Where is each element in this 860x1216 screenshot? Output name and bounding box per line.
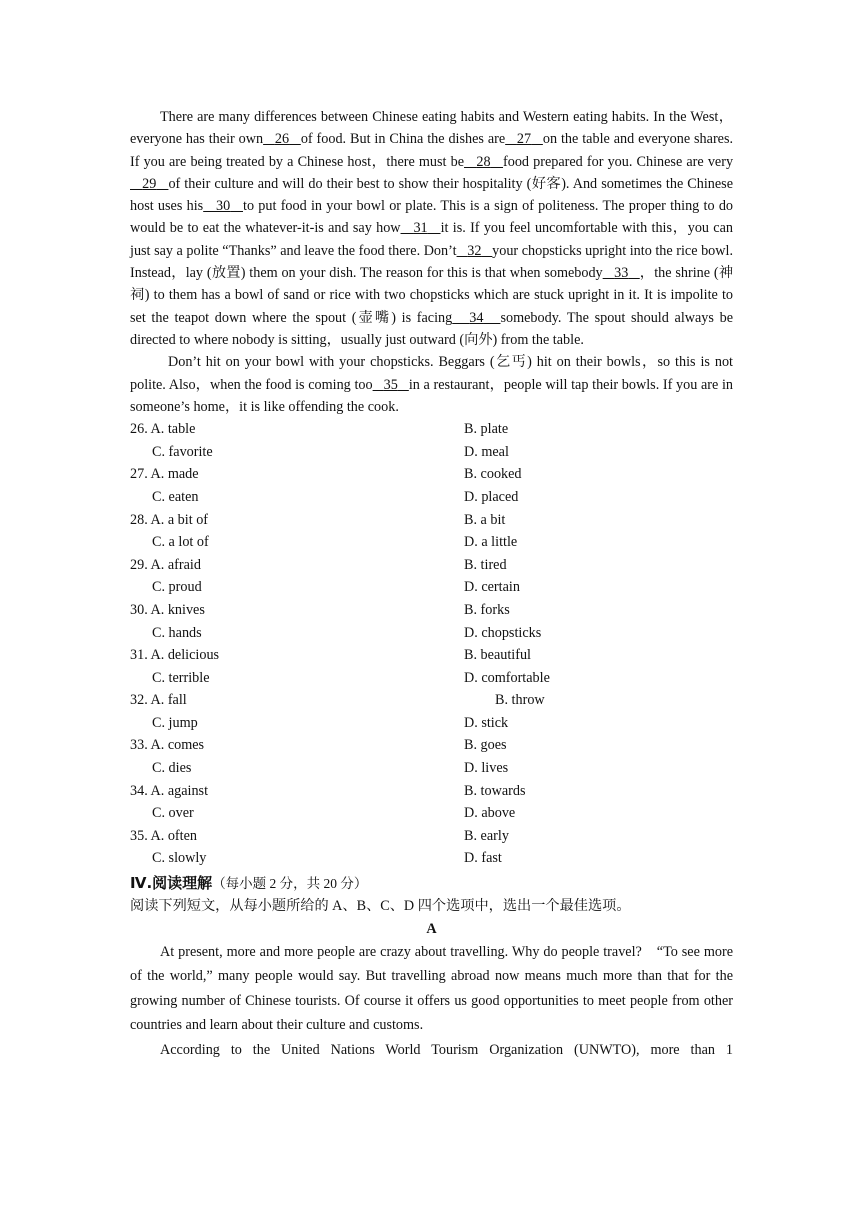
option-a: 32. A. fall [130, 692, 187, 709]
option-row [130, 712, 733, 735]
option-row [130, 802, 733, 825]
section-score-note: （每小题 2 分，共 20 分） [212, 876, 368, 892]
option-row [130, 734, 733, 757]
option-d: D. chopsticks [464, 624, 542, 641]
option-c: C. terrible [152, 669, 210, 686]
option-row [130, 531, 733, 554]
option-b: B. a bit [464, 511, 506, 528]
option-a: 34. A. against [130, 782, 209, 799]
blank-32: 32 [467, 242, 482, 259]
option-row [130, 509, 733, 532]
option-c: C. dies [152, 760, 192, 777]
option-b: B. forks [464, 601, 510, 618]
option-b: B. beautiful [464, 647, 531, 664]
blank-30: 30 [216, 198, 231, 215]
option-row [130, 441, 733, 464]
option-a: 27. A. made [130, 466, 199, 483]
section-instruction: 阅读下列短文，从每小题所给的 A、B、C、D 四个选项中，选出一个最佳选项。 [130, 898, 631, 915]
option-d: D. certain [464, 579, 520, 596]
option-row [130, 780, 733, 803]
option-c: C. over [152, 805, 194, 822]
option-c: C. proud [152, 579, 202, 596]
option-b: B. goes [464, 737, 507, 754]
options-list [130, 418, 733, 870]
option-d: D. lives [464, 760, 509, 777]
option-row [130, 847, 733, 870]
blank-27: 27 [516, 131, 532, 148]
option-d: D. stick [464, 714, 509, 731]
option-row [130, 418, 733, 441]
option-b: B. early [464, 827, 509, 844]
blank-33: 33 [614, 265, 629, 282]
option-c: C. a lot of [152, 534, 209, 551]
option-d: D. a little [464, 534, 518, 551]
option-b: B. tired [464, 556, 507, 573]
option-b: B. cooked [464, 466, 522, 483]
reading-paragraph-1: At present, more and more people are crazy about travelling. Why do people travel? “To see more of the world,” many people would say. But travelling abroad now means much more than that for the growing number of Chinese tourists. Of course it offers us good opportunities to meet people from other countries and learn about their culture and customs. [130, 943, 733, 1034]
section-title: Ⅳ.阅读理解 [130, 874, 213, 893]
option-row [130, 622, 733, 645]
option-row [130, 644, 733, 667]
option-a: 33. A. comes [130, 737, 205, 754]
blank-35: 35 [383, 376, 398, 393]
option-c: C. eaten [152, 488, 199, 505]
passage-label: A [426, 920, 437, 937]
option-d: D. placed [464, 488, 519, 505]
blank-29: 29 [142, 175, 157, 192]
cloze-paragraph-1: There are many differences between Chinese eating habits and Western eating habits. In the West，everyone has their own 26 of food. But in China the dishes are 27 on the table and everyone shares. If you are being treated by a Chinese host，there must be 28 food prepared for you. Chinese are very 29 of their culture and will do their best to show their hospitality (好客). And sometimes the Chinese host uses his 30 to put food in your bowl or plate. This is a sign of politeness. The proper thing to do would be to eat the whatever-it-is and say how 31 it is. If you feel uncomfortable with this，you can just say a polite “Thanks” and leave the food there. Don’t 32 your chopsticks upright into the rice bowl. Instead，lay (放置) them on your dish. The reason for this is that when somebody 33 ，the shrine (神祠) to them has a bowl of sand or rice with two chopsticks which are stuck upright in it. It is impolite to set the teapot down where the spout (壶嘴) is facing 34 somebody. The spout should always be directed to where nobody is sitting，usually just outward (向外) from the table. [130, 109, 734, 348]
option-row [130, 757, 733, 780]
option-d: D. above [464, 805, 516, 822]
blank-26: 26 [274, 131, 290, 148]
option-a: 26. A. table [130, 421, 196, 438]
option-c: C. hands [152, 624, 202, 641]
blank-28: 28 [476, 153, 491, 170]
option-a: 29. A. afraid [130, 556, 201, 573]
option-d: D. comfortable [464, 669, 550, 686]
option-row [130, 825, 733, 848]
document-page [130, 106, 733, 1062]
option-a: 30. A. knives [130, 601, 205, 618]
reading-paragraph-2: According to the United Nations World Tourism Organization (UNWTO), more than 1 [160, 1041, 733, 1058]
option-c: C. slowly [152, 850, 207, 867]
option-row [130, 554, 733, 577]
blank-31: 31 [413, 220, 428, 237]
blank-34: 34 [469, 309, 484, 326]
option-b: B. towards [464, 782, 526, 799]
option-b: B. plate [464, 421, 509, 438]
option-a: 28. A. a bit of [130, 511, 209, 528]
option-row [130, 599, 733, 622]
option-row [130, 486, 733, 509]
option-d: D. fast [464, 850, 502, 867]
option-row [130, 667, 733, 690]
cloze-paragraph-2: Don’t hit on your bowl with your chopsticks. Beggars (乞丐) hit on their bowls，so this is not polite. Also，when the food is coming too 35 in a restaurant，people will tap their bowls. If you are in someone’s home，it is like offending the cook. [130, 354, 734, 415]
option-a: 31. A. delicious [130, 647, 220, 664]
reading-passage [130, 940, 733, 1062]
option-b: B. throw [495, 692, 545, 709]
option-row [130, 463, 733, 486]
option-d: D. meal [464, 443, 509, 460]
option-a: 35. A. often [130, 827, 197, 844]
option-row [130, 576, 733, 599]
option-row [130, 689, 733, 712]
option-c: C. jump [152, 714, 198, 731]
section-heading [130, 872, 733, 895]
option-c: C. favorite [152, 443, 213, 460]
